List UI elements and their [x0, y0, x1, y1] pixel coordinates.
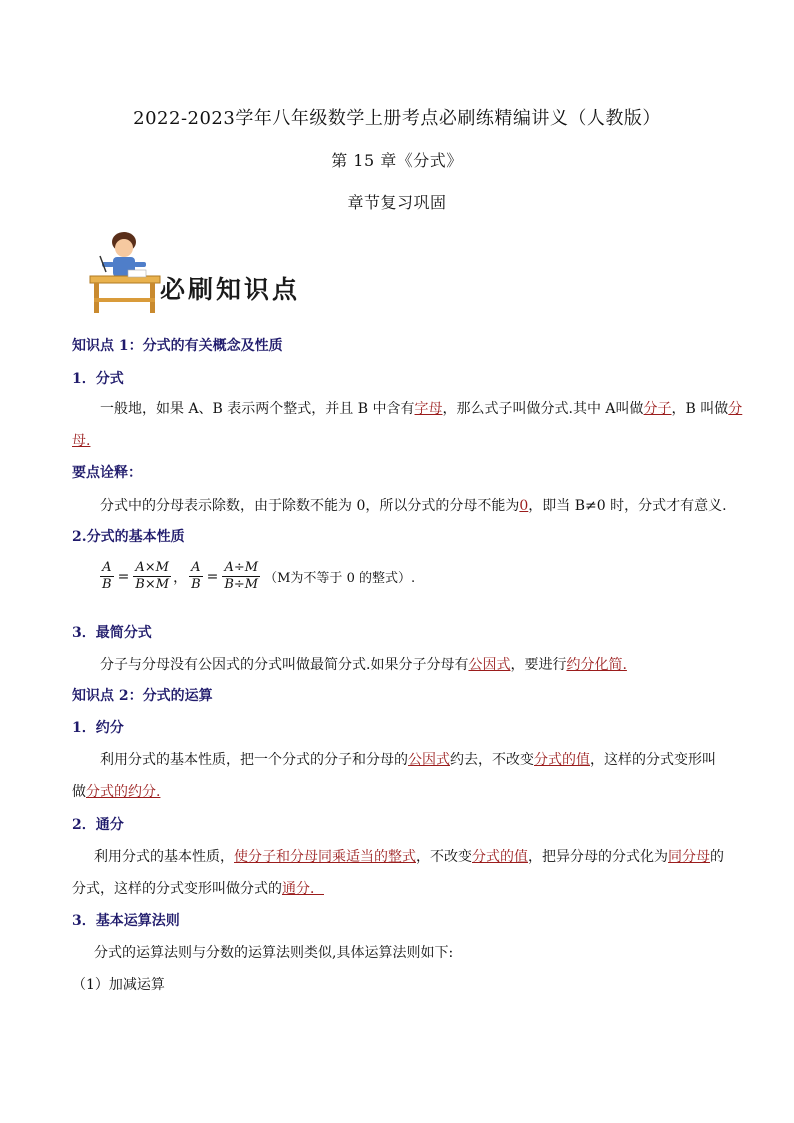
highlight-zero: 0	[519, 498, 529, 514]
fraction-a-div-m-over-b-div-m	[222, 560, 260, 593]
denominator: B×M	[135, 577, 170, 592]
fraction-a-over-b-2	[189, 560, 203, 593]
text: ，要进行	[510, 657, 567, 673]
fraction-a-over-b	[100, 560, 114, 593]
highlight-same-denominator: 同分母	[668, 849, 710, 865]
text: 利用分式的基本性质，	[94, 849, 234, 865]
text: ，把异分母的分式化为	[528, 849, 668, 865]
subheading-fraction: 1．分式	[72, 371, 124, 387]
paragraph-fraction-def-line1	[100, 398, 742, 418]
text: 的	[710, 849, 724, 865]
highlight-denominator-part1: 分	[728, 401, 743, 417]
subheading-simplest-fraction: 3．最简分式	[72, 625, 152, 641]
paragraph-simplest-fraction	[100, 654, 627, 674]
subheading-basic-rules: 3．基本运算法则	[72, 913, 180, 929]
formula-note: （M为不等于 0 的整式）.	[264, 571, 416, 586]
text: ，这样的分式变形叫	[590, 752, 716, 768]
text: 利用分式的基本性质，把一个分式的分子和分母的	[100, 752, 408, 768]
paragraph-key-notes	[100, 495, 727, 515]
highlight-common-denominator: 通分．	[282, 881, 324, 897]
denominator: B	[191, 577, 201, 592]
equals-sign: =	[206, 568, 219, 585]
text: ，即当 B≠0 时，分式才有意义.	[528, 498, 727, 514]
text: ，B 叫做	[671, 401, 729, 417]
numerator: A×M	[133, 560, 171, 577]
subheading-reduction: 1．约分	[72, 720, 124, 736]
comma: ，	[173, 569, 188, 586]
numerator: A÷M	[222, 560, 260, 577]
text: 一般地，如果 A、B 表示两个整式，并且 B 中含有	[100, 401, 415, 417]
highlight-denominator-part2: 母.	[72, 433, 91, 449]
section-heading-k2: 知识点 2：分式的运算	[72, 688, 213, 704]
text: 分式，这样的分式变形叫做分式的	[72, 881, 282, 897]
denominator: B	[102, 577, 112, 592]
paragraph-common-denominator-line2	[72, 878, 324, 898]
fraction-am-over-bm	[133, 560, 171, 593]
section-subtitle: 章节复习巩固	[347, 193, 447, 212]
paragraph-fraction-def-line2	[72, 430, 90, 450]
highlight-fraction-reduction: 分式的约分.	[86, 784, 161, 800]
numerator: A	[100, 560, 114, 577]
denominator: B÷M	[224, 577, 259, 592]
highlight-reduce: 约分化简.	[566, 657, 627, 673]
paragraph-reduction-line1	[100, 749, 716, 769]
text: 约去，不改变	[450, 752, 534, 768]
highlight-common-factor: 公因式	[408, 752, 450, 768]
subheading-common-denominator: 2．通分	[72, 817, 124, 833]
document-title: 2022-2023学年八年级数学上册考点必刷练精编讲义（人教版）	[133, 108, 661, 129]
paragraph-common-denominator-line1	[94, 846, 724, 866]
numerator: A	[189, 560, 203, 577]
subheading-basic-property: 2.分式的基本性质	[72, 529, 185, 545]
item-add-subtract: （1）加减运算	[72, 977, 165, 993]
subheading-key-notes: 要点诠释：	[72, 465, 142, 481]
chapter-title: 第 15 章《分式》	[331, 151, 463, 170]
text: 分子与分母没有公因式的分式叫做最简分式.如果分子分母有	[100, 657, 469, 673]
highlight-multiply-rule: 使分子和分母同乘适当的整式	[234, 849, 416, 865]
highlight-letter: 字母	[414, 401, 443, 417]
banner-label: 必刷知识点	[160, 275, 301, 304]
equals-sign: =	[117, 568, 130, 585]
text: 分式中的分母表示除数，由于除数不能为 0，所以分式的分母不能为	[100, 498, 520, 514]
highlight-fraction-value: 分式的值	[534, 752, 590, 768]
highlight-numerator: 分子	[643, 401, 672, 417]
highlight-common-factor: 公因式	[468, 657, 511, 673]
text: ，那么式子叫做分式.其中 A叫做	[442, 401, 644, 417]
formula-basic-property	[100, 560, 415, 593]
highlight-fraction-value: 分式的值	[472, 849, 528, 865]
paragraph-basic-rules: 分式的运算法则与分数的运算法则类似,具体运算法则如下:	[94, 945, 454, 961]
paragraph-reduction-line2	[72, 781, 160, 801]
text: ，不改变	[416, 849, 472, 865]
text: 做	[72, 784, 86, 800]
section-heading-k1: 知识点 1：分式的有关概念及性质	[72, 338, 283, 354]
